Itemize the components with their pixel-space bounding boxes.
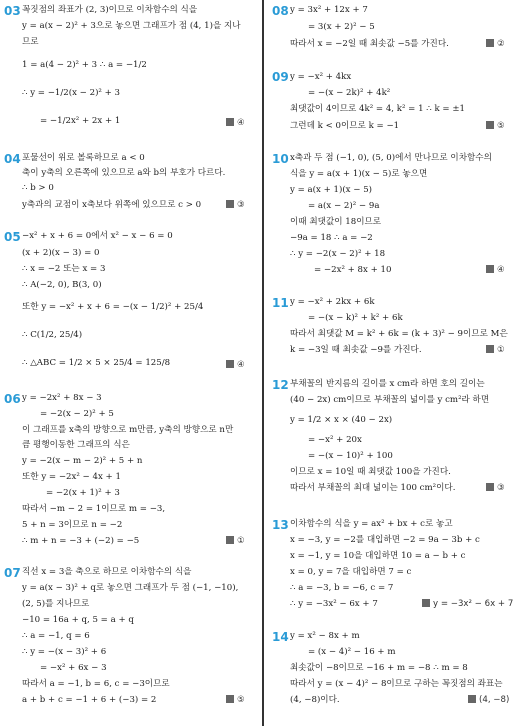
solution-line: 또한 y = −2x² − 4x + 1 bbox=[22, 472, 121, 482]
answer-tag-icon bbox=[226, 695, 234, 703]
problem-number: 10 bbox=[272, 152, 289, 166]
solution-line: ∴ C(1/2, 25/4) bbox=[22, 330, 83, 340]
solution-line: = −(x − 2k)² + 4k² bbox=[308, 88, 391, 98]
answer-tag-icon bbox=[486, 345, 494, 353]
problem-number: 06 bbox=[4, 392, 21, 406]
solution-line: 큼 평행이동한 그래프의 식은 bbox=[22, 440, 130, 450]
solution-line: = a(x − 2)² − 9a bbox=[308, 201, 380, 211]
solution-line: 포물선이 위로 볼록하므로 a < 0 bbox=[22, 153, 145, 163]
problem-number: 11 bbox=[272, 296, 289, 310]
solution-line: −10 = 16a + q, 5 = a + q bbox=[22, 615, 134, 625]
answer-badge: ④ bbox=[226, 118, 245, 129]
solution-line: 이 그래프를 x축의 방향으로 m만큼, y축의 방향으로 n만 bbox=[22, 425, 234, 435]
solution-line: ∴ a = −1, q = 6 bbox=[22, 631, 90, 641]
answer-badge: ① bbox=[486, 345, 505, 356]
answer-badge: y = −3x² − 6x + 7 bbox=[422, 599, 513, 610]
solution-line: 식을 y = a(x + 1)(x − 5)로 놓으면 bbox=[290, 169, 428, 179]
solution-line: y = a(x + 1)(x − 5) bbox=[290, 185, 373, 195]
solution-line: = −2(x − 2)² + 5 bbox=[40, 409, 114, 419]
solution-line: ∴ y = −3x² − 6x + 7 bbox=[290, 599, 378, 609]
solution-line: 따라서 부채꼴의 최대 넓이는 100 cm²이다. bbox=[290, 483, 456, 493]
solution-line: 부채꼴의 반지름의 길이를 x cm라 하면 호의 길이는 bbox=[290, 379, 485, 389]
solution-line: = −x² + 6x − 3 bbox=[40, 663, 107, 673]
solution-line: 직선 x = 3을 축으로 하므로 이차함수의 식을 bbox=[22, 567, 192, 577]
answer-tag-icon bbox=[226, 118, 234, 126]
solution-line: (4, −8)이다. bbox=[290, 695, 340, 705]
solution-line: 따라서 −m − 2 = 1이므로 m = −3, bbox=[22, 504, 166, 514]
solution-line: = −2(x + 1)² + 3 bbox=[46, 488, 120, 498]
solution-line: y = a(x − 2)² + 3으로 놓으면 그래프가 점 (4, 1)을 지나 bbox=[22, 21, 241, 31]
solution-line: 따라서 최댓값 M = k² + 6k = (k + 3)² − 9이므로 M은 bbox=[290, 329, 508, 339]
solution-line: 5 + n = 3이므로 n = −2 bbox=[22, 520, 123, 530]
solution-line: = (x − 4)² − 16 + m bbox=[308, 647, 396, 657]
solution-line: 그런데 k < 0이므로 k = −1 bbox=[290, 121, 400, 131]
answer-badge: ⑤ bbox=[486, 121, 505, 132]
solution-line: 최솟값이 −8이므로 −16 + m = −8 ∴ m = 8 bbox=[290, 663, 468, 673]
solution-line: y = 1/2 × x × (40 − 2x) bbox=[290, 415, 393, 425]
solution-line: 꼭짓점의 좌표가 (2, 3)이므로 이차함수의 식을 bbox=[22, 5, 198, 15]
answer-badge: ⑤ bbox=[226, 695, 245, 706]
problem-number: 07 bbox=[4, 566, 21, 580]
solution-line: y = −2(x − m − 2)² + 5 + n bbox=[22, 456, 143, 466]
solution-line: y = −x² + 4kx bbox=[290, 72, 352, 82]
answer-badge: ④ bbox=[226, 360, 245, 371]
solution-line: 축이 y축의 오른쪽에 있으므로 a와 b의 부호가 다르다. bbox=[22, 168, 226, 178]
problem-number: 13 bbox=[272, 518, 289, 532]
solution-line: (x + 2)(x − 3) = 0 bbox=[22, 248, 100, 258]
problem-number: 08 bbox=[272, 4, 289, 18]
solution-line: ∴ A(−2, 0), B(3, 0) bbox=[22, 280, 102, 290]
answer-tag-icon bbox=[226, 360, 234, 368]
problem-number: 04 bbox=[4, 152, 21, 166]
solution-line: (2, 5)를 지나므로 bbox=[22, 599, 90, 609]
solution-line: 이차함수의 식을 y = ax² + bx + c로 놓고 bbox=[290, 519, 453, 529]
solution-line: ∴ x = −2 또는 x = 3 bbox=[22, 264, 106, 274]
answer-tag-icon bbox=[226, 536, 234, 544]
answer-badge: (4, −8) bbox=[468, 695, 509, 706]
answer-badge: ① bbox=[226, 536, 245, 547]
solution-line: ∴ m + n = −3 + (−2) = −5 bbox=[22, 536, 140, 546]
solution-line: = −x² + 20x bbox=[308, 435, 362, 445]
solution-line: y = a(x − 3)² + q로 놓으면 그래프가 두 점 (−1, −10), bbox=[22, 583, 239, 593]
answer-badge: ③ bbox=[486, 483, 505, 494]
problem-number: 03 bbox=[4, 4, 21, 18]
solution-line: 따라서 x = −2일 때 최솟값 −5를 가진다. bbox=[290, 39, 449, 49]
solution-line: −9a = 18 ∴ a = −2 bbox=[290, 233, 373, 243]
solution-line: ∴ y = −(x − 3)² + 6 bbox=[22, 647, 107, 657]
solution-line: y축과의 교점이 x축보다 위쪽에 있으므로 c > 0 bbox=[22, 200, 202, 210]
solution-line: x축과 두 점 (−1, 0), (5, 0)에서 만나므로 이차함수의 bbox=[290, 153, 492, 163]
solution-line: ∴ b > 0 bbox=[22, 183, 54, 193]
solution-line: y = 3x² + 12x + 7 bbox=[290, 5, 368, 15]
solution-line: y = x² − 8x + m bbox=[290, 631, 360, 641]
solution-line: = −(x − 10)² + 100 bbox=[308, 451, 393, 461]
solution-line: 므로 bbox=[22, 37, 39, 47]
solution-line: 또한 y = −x² + x + 6 = −(x − 1/2)² + 25/4 bbox=[22, 302, 204, 312]
solution-line: = −1/2x² + 2x + 1 bbox=[40, 116, 121, 126]
solution-line: −x² + x + 6 = 0에서 x² − x − 6 = 0 bbox=[22, 231, 173, 241]
solution-line: = −(x − k)² + k² + 6k bbox=[308, 313, 403, 323]
solution-line: = 3(x + 2)² − 5 bbox=[308, 22, 375, 32]
solution-line: ∴ y = −1/2(x − 2)² + 3 bbox=[22, 88, 121, 98]
solution-line: 1 = a(4 − 2)² + 3 ∴ a = −1/2 bbox=[22, 60, 147, 70]
solution-line: x = 0, y = 7을 대입하면 7 = c bbox=[290, 567, 412, 577]
solution-line: ∴ △ABC = 1/2 × 5 × 25/4 = 125/8 bbox=[22, 358, 171, 368]
solution-line: 이므로 x = 10일 때 최댓값 100을 가진다. bbox=[290, 467, 451, 477]
column-divider bbox=[262, 0, 264, 726]
solution-line: y = −x² + 2kx + 6k bbox=[290, 297, 375, 307]
solution-line: 따라서 y = (x − 4)² − 8이므로 구하는 꼭짓점의 좌표는 bbox=[290, 679, 503, 689]
solution-line: y = −2x² + 8x − 3 bbox=[22, 393, 102, 403]
solution-line: ∴ y = −2(x − 2)² + 18 bbox=[290, 249, 386, 259]
answer-tag-icon bbox=[486, 483, 494, 491]
answer-tag-icon bbox=[468, 695, 476, 703]
problem-number: 12 bbox=[272, 378, 289, 392]
problem-number: 09 bbox=[272, 70, 289, 84]
solution-line: 최댓값이 4이므로 4k² = 4, k² = 1 ∴ k = ±1 bbox=[290, 104, 466, 114]
solution-line: (40 − 2x) cm이므로 부채꼴의 넓이를 y cm²라 하면 bbox=[290, 395, 490, 405]
solution-line: k = −3일 때 최솟값 −9를 가진다. bbox=[290, 345, 422, 355]
answer-tag-icon bbox=[486, 39, 494, 47]
solution-line: ∴ a = −3, b = −6, c = 7 bbox=[290, 583, 394, 593]
answer-tag-icon bbox=[422, 599, 430, 607]
solution-line: x = −3, y = −2를 대입하면 −2 = 9a − 3b + c bbox=[290, 535, 480, 545]
problem-number: 05 bbox=[4, 230, 21, 244]
solution-line: x = −1, y = 10을 대입하면 10 = a − b + c bbox=[290, 551, 466, 561]
solution-line: = −2x² + 8x + 10 bbox=[314, 265, 392, 275]
answer-badge: ④ bbox=[486, 265, 505, 276]
answer-badge: ② bbox=[486, 39, 505, 50]
answer-tag-icon bbox=[486, 121, 494, 129]
solution-line: a + b + c = −1 + 6 + (−3) = 2 bbox=[22, 695, 157, 705]
answer-tag-icon bbox=[486, 265, 494, 273]
problem-number: 14 bbox=[272, 630, 289, 644]
solution-line: 따라서 a = −1, b = 6, c = −3이므로 bbox=[22, 679, 170, 689]
answer-badge: ③ bbox=[226, 200, 245, 211]
answer-tag-icon bbox=[226, 200, 234, 208]
solution-line: 이때 최댓값이 18이므로 bbox=[290, 217, 382, 227]
